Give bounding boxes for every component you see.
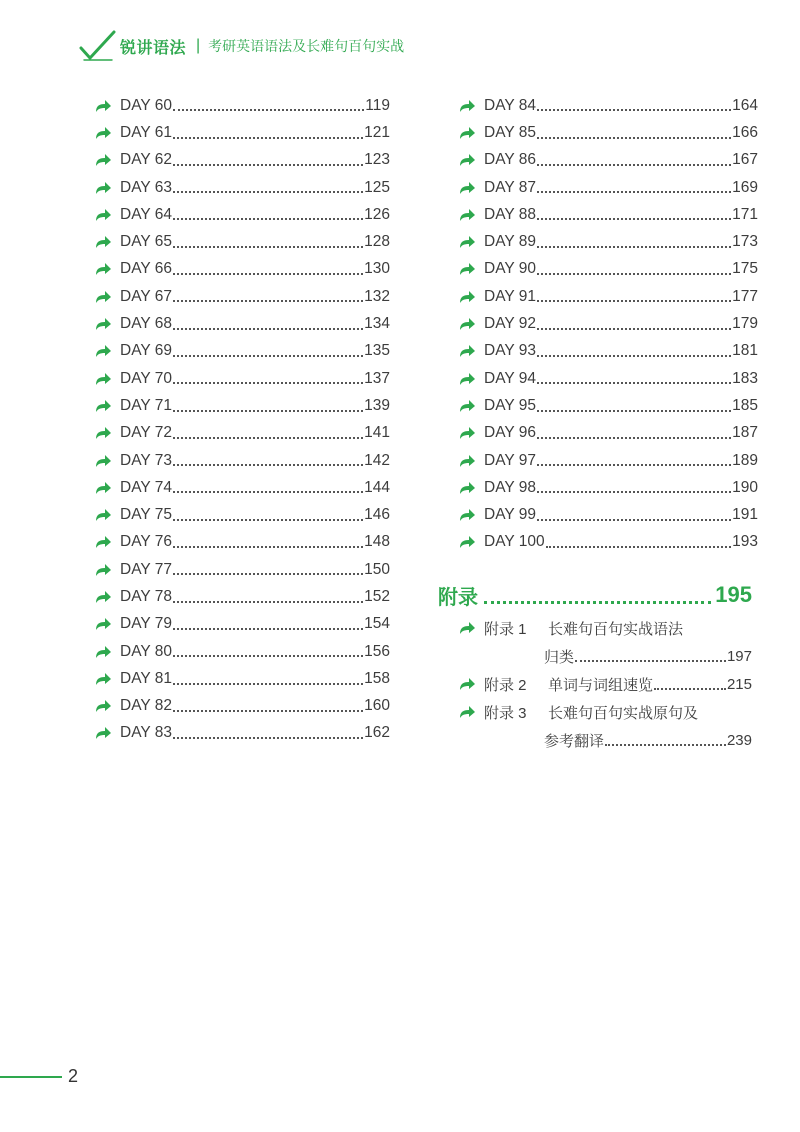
toc-entry[interactable] [94, 228, 390, 255]
leader-dots [537, 328, 731, 330]
curved-arrow-right-icon [94, 645, 112, 659]
appendix-item-page: 215 [726, 675, 752, 693]
leader-dots [173, 628, 363, 630]
toc-entry-page: 162 [364, 724, 390, 742]
appendix-item-page: 239 [726, 731, 752, 749]
curved-arrow-right-icon [458, 372, 476, 386]
appendix-item-label: 附录 3 [484, 704, 527, 722]
leader-dots [173, 410, 363, 412]
curved-arrow-right-icon [458, 262, 476, 276]
toc-entry-label: DAY 87 [484, 178, 536, 196]
pencil-check-logo-icon [78, 28, 118, 64]
toc-entry-page: 141 [364, 424, 390, 442]
curved-arrow-right-icon [94, 535, 112, 549]
appendix-page: 195 [715, 582, 752, 607]
leader-dots [605, 744, 726, 746]
toc-entry-label: DAY 80 [120, 642, 172, 660]
toc-entry[interactable] [458, 147, 758, 174]
toc-entry[interactable] [458, 174, 758, 201]
curved-arrow-right-icon [94, 699, 112, 713]
leader-dots [173, 464, 363, 466]
leader-dots [537, 437, 731, 439]
toc-right-column [458, 92, 758, 556]
leader-dots [537, 382, 731, 384]
toc-entry-page: 175 [732, 260, 758, 278]
toc-entry[interactable] [458, 201, 758, 228]
leader-dots [173, 382, 363, 384]
toc-entry-page: 187 [732, 424, 758, 442]
toc-entry-label: DAY 60 [120, 96, 172, 114]
toc-entry[interactable] [94, 583, 390, 610]
curved-arrow-right-icon [458, 677, 476, 691]
leader-dots [173, 491, 363, 493]
toc-left-column [94, 92, 390, 747]
toc-entry[interactable] [458, 338, 758, 365]
header-brand: 锐讲语法 [120, 39, 187, 57]
leader-dots [173, 519, 363, 521]
toc-entry-page: 139 [364, 396, 390, 414]
toc-entry-label: DAY 78 [120, 587, 172, 605]
toc-entry[interactable] [94, 420, 390, 447]
leader-dots [537, 410, 731, 412]
toc-entry-label: DAY 89 [484, 233, 536, 251]
curved-arrow-right-icon [94, 344, 112, 358]
appendix-item-page: 197 [726, 647, 752, 665]
toc-entry-page: 181 [732, 342, 758, 360]
leader-dots [537, 164, 731, 166]
appendix-item-title: 长难句百句实战语法 [548, 620, 684, 638]
leader-dots [537, 273, 731, 275]
curved-arrow-right-icon [94, 726, 112, 740]
page-number: 2 [68, 1066, 79, 1086]
toc-entry-page: 167 [732, 151, 758, 169]
toc-entry[interactable] [94, 147, 390, 174]
toc-entry-page: 128 [364, 233, 390, 251]
curved-arrow-right-icon [94, 481, 112, 495]
toc-entry[interactable] [458, 92, 758, 119]
curved-arrow-right-icon [94, 317, 112, 331]
toc-entry-label: DAY 81 [120, 669, 172, 687]
appendix-item-2[interactable] [458, 670, 752, 698]
toc-entry-label: DAY 67 [120, 287, 172, 305]
toc-entry-page: 173 [732, 233, 758, 251]
toc-entry[interactable] [94, 201, 390, 228]
leader-dots [537, 191, 731, 193]
toc-entry-label: DAY 82 [120, 697, 172, 715]
curved-arrow-right-icon [94, 262, 112, 276]
header-subtitle: 考研英语语法及长难句百句实战 [208, 38, 405, 54]
toc-entry-page: 134 [364, 315, 390, 333]
toc-entry-page: 189 [732, 451, 758, 469]
curved-arrow-right-icon [458, 126, 476, 140]
toc-entry-page: 164 [732, 96, 758, 114]
leader-dots [546, 546, 732, 548]
leader-dots [173, 300, 363, 302]
toc-entry-label: DAY 84 [484, 96, 536, 114]
curved-arrow-right-icon [458, 481, 476, 495]
curved-arrow-right-icon [458, 535, 476, 549]
leader-dots [537, 246, 731, 248]
toc-entry[interactable] [458, 529, 758, 556]
toc-entry[interactable] [94, 501, 390, 528]
toc-entry-label: DAY 86 [484, 151, 536, 169]
toc-entry-page: 137 [364, 369, 390, 387]
curved-arrow-right-icon [458, 208, 476, 222]
curved-arrow-right-icon [458, 290, 476, 304]
toc-entry-label: DAY 94 [484, 369, 536, 387]
curved-arrow-right-icon [458, 99, 476, 113]
toc-entry-page: 160 [364, 697, 390, 715]
leader-dots [173, 164, 363, 166]
leader-dots [537, 464, 731, 466]
leader-dots [173, 273, 363, 275]
toc-entry[interactable] [94, 720, 390, 747]
toc-entry[interactable] [94, 447, 390, 474]
toc-entry-page: 154 [364, 615, 390, 633]
toc-entry[interactable] [94, 529, 390, 556]
toc-entry-page: 130 [364, 260, 390, 278]
toc-entry[interactable] [94, 638, 390, 665]
toc-entry[interactable] [458, 474, 758, 501]
toc-entry[interactable] [458, 501, 758, 528]
toc-entry-page: 123 [364, 151, 390, 169]
toc-entry-label: DAY 64 [120, 205, 172, 223]
toc-entry-label: DAY 79 [120, 615, 172, 633]
curved-arrow-right-icon [94, 126, 112, 140]
curved-arrow-right-icon [458, 181, 476, 195]
appendix-item-label: 附录 1 [484, 620, 527, 638]
curved-arrow-right-icon [94, 153, 112, 167]
toc-entry[interactable] [94, 665, 390, 692]
leader-dots [173, 109, 364, 111]
toc-entry[interactable] [458, 256, 758, 283]
toc-entry[interactable] [94, 256, 390, 283]
toc-entry-label: DAY 66 [120, 260, 172, 278]
toc-entry-page: 152 [364, 587, 390, 605]
toc-entry-page: 150 [364, 560, 390, 578]
toc-entry-page: 190 [732, 478, 758, 496]
toc-entry-page: 156 [364, 642, 390, 660]
curved-arrow-right-icon [458, 454, 476, 468]
leader-dots [173, 437, 363, 439]
toc-entry-label: DAY 62 [120, 151, 172, 169]
curved-arrow-right-icon [94, 181, 112, 195]
curved-arrow-right-icon [458, 705, 476, 719]
leader-dots [575, 660, 726, 662]
appendix-item-label: 附录 2 [484, 676, 527, 694]
leader-dots [173, 355, 363, 357]
toc-entry-label: DAY 93 [484, 342, 536, 360]
curved-arrow-right-icon [94, 399, 112, 413]
appendix-title: 附录 [438, 586, 478, 609]
toc-entry-label: DAY 71 [120, 396, 172, 414]
page-header [78, 26, 404, 66]
toc-entry-label: DAY 65 [120, 233, 172, 251]
leader-dots [173, 137, 363, 139]
toc-entry-page: 132 [364, 287, 390, 305]
toc-entry-label: DAY 88 [484, 205, 536, 223]
toc-entry[interactable] [458, 119, 758, 146]
toc-entry-label: DAY 61 [120, 123, 172, 141]
toc-entry-label: DAY 96 [484, 424, 536, 442]
appendix-item-3[interactable] [458, 698, 752, 754]
leader-dots [537, 519, 731, 521]
leader-dots [173, 601, 363, 603]
toc-entry[interactable] [94, 119, 390, 146]
toc-entry-label: DAY 98 [484, 478, 536, 496]
curved-arrow-right-icon [94, 563, 112, 577]
toc-entry-page: 158 [364, 669, 390, 687]
toc-entry-page: 193 [732, 533, 758, 551]
toc-entry-page: 177 [732, 287, 758, 305]
toc-entry[interactable] [458, 365, 758, 392]
leader-dots [173, 546, 363, 548]
toc-entry-label: DAY 85 [484, 123, 536, 141]
curved-arrow-right-icon [458, 399, 476, 413]
toc-entry-page: 135 [364, 342, 390, 360]
toc-entry-page: 119 [365, 96, 390, 114]
leader-dots [173, 328, 363, 330]
toc-entry[interactable] [94, 392, 390, 419]
toc-entry-page: 183 [732, 369, 758, 387]
appendix-heading[interactable] [438, 580, 752, 610]
toc-entry[interactable] [458, 228, 758, 255]
curved-arrow-right-icon [94, 99, 112, 113]
appendix-list [458, 614, 752, 754]
leader-dots [484, 601, 711, 604]
curved-arrow-right-icon [94, 372, 112, 386]
header-separator: | [196, 37, 201, 54]
toc-entry[interactable] [94, 92, 390, 119]
toc-entry[interactable] [94, 365, 390, 392]
curved-arrow-right-icon [94, 590, 112, 604]
curved-arrow-right-icon [458, 426, 476, 440]
toc-entry-label: DAY 83 [120, 724, 172, 742]
leader-dots [173, 191, 363, 193]
toc-entry-page: 171 [732, 205, 758, 223]
appendix-item-title: 单词与词组速览 [548, 676, 654, 694]
leader-dots [173, 655, 363, 657]
toc-entry-label: DAY 100 [484, 533, 545, 551]
toc-entry-label: DAY 75 [120, 506, 172, 524]
curved-arrow-right-icon [94, 672, 112, 686]
leader-dots [537, 300, 731, 302]
toc-entry-page: 146 [364, 506, 390, 524]
toc-entry-page: 191 [732, 506, 758, 524]
curved-arrow-right-icon [458, 317, 476, 331]
curved-arrow-right-icon [94, 508, 112, 522]
leader-dots [537, 355, 731, 357]
toc-entry[interactable] [94, 310, 390, 337]
curved-arrow-right-icon [94, 235, 112, 249]
toc-entry-page: 148 [364, 533, 390, 551]
toc-entry[interactable] [458, 420, 758, 447]
toc-entry-page: 179 [732, 315, 758, 333]
leader-dots [173, 573, 363, 575]
curved-arrow-right-icon [458, 344, 476, 358]
toc-entry-label: DAY 77 [120, 560, 172, 578]
toc-entry-page: 121 [364, 123, 390, 141]
toc-entry[interactable] [94, 611, 390, 638]
toc-entry[interactable] [94, 174, 390, 201]
appendix-item-1[interactable] [458, 614, 752, 670]
toc-entry-label: DAY 69 [120, 342, 172, 360]
leader-dots [173, 683, 363, 685]
toc-entry-label: DAY 73 [120, 451, 172, 469]
leader-dots [537, 109, 731, 111]
curved-arrow-right-icon [458, 235, 476, 249]
toc-entry[interactable] [94, 556, 390, 583]
curved-arrow-right-icon [94, 208, 112, 222]
toc-entry-label: DAY 72 [120, 424, 172, 442]
toc-entry[interactable] [458, 447, 758, 474]
toc-entry-label: DAY 91 [484, 287, 536, 305]
toc-entry-label: DAY 99 [484, 506, 536, 524]
appendix-item-title: 长难句百句实战原句及 [548, 704, 699, 722]
toc-entry-page: 169 [732, 178, 758, 196]
toc-entry[interactable] [458, 392, 758, 419]
footer-rule [0, 1076, 62, 1078]
toc-entry[interactable] [94, 693, 390, 720]
curved-arrow-right-icon [458, 621, 476, 635]
leader-dots [173, 737, 363, 739]
toc-entry-label: DAY 97 [484, 451, 536, 469]
leader-dots [173, 246, 363, 248]
toc-entry-label: DAY 95 [484, 396, 536, 414]
toc-entry-label: DAY 74 [120, 478, 172, 496]
toc-entry-page: 185 [732, 396, 758, 414]
toc-entry[interactable] [458, 310, 758, 337]
toc-entry-label: DAY 76 [120, 533, 172, 551]
curved-arrow-right-icon [458, 508, 476, 522]
toc-entry-page: 125 [364, 178, 390, 196]
toc-entry-label: DAY 90 [484, 260, 536, 278]
leader-dots [537, 137, 731, 139]
leader-dots [654, 688, 726, 690]
toc-entry-page: 166 [732, 123, 758, 141]
leader-dots [173, 218, 363, 220]
appendix-item-title-cont: 参考翻译 [544, 732, 605, 750]
toc-entry-page: 126 [364, 205, 390, 223]
toc-entry[interactable] [94, 338, 390, 365]
toc-entry[interactable] [458, 283, 758, 310]
appendix-item-title-cont: 归类 [544, 648, 575, 666]
curved-arrow-right-icon [458, 153, 476, 167]
toc-entry-label: DAY 63 [120, 178, 172, 196]
toc-entry-label: DAY 92 [484, 315, 536, 333]
leader-dots [537, 218, 731, 220]
toc-entry-page: 142 [364, 451, 390, 469]
curved-arrow-right-icon [94, 454, 112, 468]
leader-dots [537, 491, 731, 493]
toc-entry[interactable] [94, 474, 390, 501]
leader-dots [173, 710, 363, 712]
curved-arrow-right-icon [94, 426, 112, 440]
toc-entry-label: DAY 68 [120, 315, 172, 333]
toc-entry-label: DAY 70 [120, 369, 172, 387]
toc-entry-page: 144 [364, 478, 390, 496]
curved-arrow-right-icon [94, 617, 112, 631]
curved-arrow-right-icon [94, 290, 112, 304]
toc-entry[interactable] [94, 283, 390, 310]
